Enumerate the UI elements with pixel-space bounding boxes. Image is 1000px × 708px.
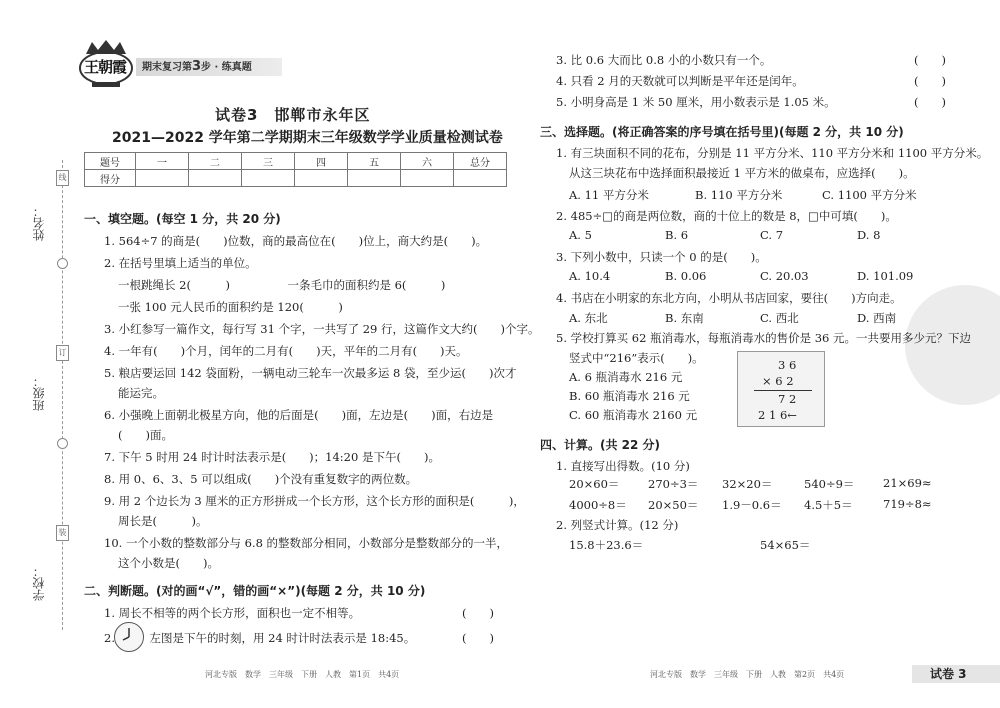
question-text: 5. 粮店要运回 142 袋面粉，一辆电动三轮车一次最多运 8 袋，至少运( )次才 [104,366,517,380]
binding-mark: 线 [56,170,69,186]
calc-line: × 6 2 [762,374,794,388]
score-row-label: 得分 [85,170,136,187]
section-fill-blank-title: 一、填空题。(每空 1 分，共 20 分) [84,212,281,226]
calc-item[interactable]: 15.8＋23.6＝ [569,538,644,552]
question-text: 3. 比 0.6 大而比 0.8 小的小数只有一个。 [556,53,772,67]
brand-name: 王朝霞 [84,58,127,76]
score-cell[interactable] [189,170,242,187]
question-text: 5. 小明身高是 1 米 50 厘米，用小数表示是 1.05 米。 [556,95,836,109]
choice-option[interactable]: C. 7 [760,228,784,242]
score-header-cell: 三 [242,153,295,170]
choice-option[interactable]: A. 6 瓶消毒水 216 元 [569,370,683,384]
calc-item[interactable]: 20×50＝ [648,498,699,512]
question-text: 3. 小红参写一篇作文，每行写 31 个字，一共写了 29 行，这篇作文大约( )个字。 [104,322,540,336]
question-text: 周长是( )。 [118,514,208,528]
choice-option[interactable]: D. 8 [857,228,881,242]
score-cell[interactable] [242,170,295,187]
section-calculation-title: 四、计算。(共 22 分) [540,438,661,452]
calc-line: 3 6 [778,358,797,372]
score-cell[interactable] [401,170,454,187]
question-text: 2. 在括号里填上适当的单位。 [104,256,257,270]
question-text: 1. 564÷7 的商是( )位数，商的最高位在( )位上，商大约是( )。 [104,234,488,248]
question-text: 能运完。 [118,386,164,400]
question-text: 从这三块花布中选择面积最接近 1 平方米的做桌布，应选择( )。 [569,166,915,180]
name-field-label: 姓名： [32,205,46,241]
choice-option[interactable]: C. 1100 平方分米 [822,188,917,202]
question-text: 3. 下列小数中，只读一个 0 的是( )。 [556,250,767,264]
class-field-label: 班级： [32,375,46,411]
question-text: 这个小数是( )。 [118,556,219,570]
vertical-calculation-figure [737,351,825,427]
page-tag: 试卷 3 [912,665,1000,683]
question-text: 6. 小强晚上面朝北极星方向，他的后面是( )面，左边是( )面，右边是 [104,408,494,422]
calc-item[interactable]: 21×69≈ [883,476,932,490]
calc-item[interactable]: 20×60＝ [569,477,620,491]
question-text: 4. 一年有( )个月，闰年的二月有( )天，平年的二月有( )天。 [104,344,468,358]
score-header-cell: 五 [348,153,401,170]
question-text: 竖式中“216”表示( )。 [569,351,704,365]
choice-option[interactable]: C. 60 瓶消毒水 2160 元 [569,408,698,422]
score-header-cell: 二 [189,153,242,170]
calc-item[interactable]: 4.5＋5＝ [804,498,853,512]
score-header-cell: 一 [136,153,189,170]
calc-item[interactable]: 1.9－0.6＝ [722,498,782,512]
section-true-false-title: 二、判断题。(对的画“√”，错的画“×”)(每题 2 分，共 10 分) [84,584,426,598]
question-text: 2. 列竖式计算。(12 分) [556,518,679,532]
choice-option[interactable]: C. 20.03 [760,269,809,283]
question-text: 1. 直接写出得数。(10 分) [556,459,690,473]
page-footer-left: 河北专版 数学 三年级 下册 人教 第1页 共4页 [205,670,400,679]
score-cell[interactable] [348,170,401,187]
calc-item[interactable]: 4000÷8＝ [569,498,627,512]
choice-option[interactable]: A. 11 平方分米 [569,188,649,202]
question-text: 7. 下午 5 时用 24 时计时法表示是( )；14:20 是下午( )。 [104,450,440,464]
calc-item[interactable]: 270÷3＝ [648,477,699,491]
choice-option[interactable]: A. 东北 [569,311,608,325]
question-text: 1. 有三块面积不同的花布，分别是 11 平方分米、110 平方分米和 1100 平方分米。 [556,146,989,160]
calc-line: 2 1 6← [758,408,797,422]
choice-option[interactable]: A. 10.4 [569,269,611,283]
score-header-cell: 四 [295,153,348,170]
paper-subtitle: 2021—2022 学年第二学期期末三年级数学学业质量检测试卷 [112,130,503,146]
choice-option[interactable]: D. 西南 [857,311,897,325]
score-cell[interactable] [136,170,189,187]
binding-mark: 装 [56,525,69,541]
answer-paren[interactable]: ( ) [914,53,946,67]
answer-paren[interactable]: ( ) [462,631,494,645]
choice-option[interactable]: D. 101.09 [857,269,914,283]
answer-paren[interactable]: ( ) [914,74,946,88]
answer-paren[interactable]: ( ) [914,95,946,109]
score-header-cell: 总分 [454,153,507,170]
choice-option[interactable]: B. 东南 [665,311,704,325]
calc-item[interactable]: 54×65＝ [760,538,811,552]
paper-title: 试卷3 邯郸市永年区 [215,106,371,124]
binding-line [62,160,63,630]
calc-item[interactable]: 719÷8≈ [883,497,932,511]
score-header-cell: 六 [401,153,454,170]
choice-option[interactable]: B. 110 平方分米 [695,188,783,202]
choice-option[interactable]: A. 5 [569,228,592,242]
calc-rule [754,390,812,391]
calc-item[interactable]: 32×20＝ [722,477,773,491]
question-text: 10. 一个小数的整数部分与 6.8 的整数部分相同，小数部分是整数部分的一半， [104,536,509,550]
calc-item[interactable]: 540÷9＝ [804,477,855,491]
choice-option[interactable]: C. 西北 [760,311,799,325]
question-text: ( )面。 [118,428,173,442]
choice-option[interactable]: B. 60 瓶消毒水 216 元 [569,389,690,403]
answer-paren[interactable]: ( ) [462,606,494,620]
score-cell[interactable] [295,170,348,187]
question-text: 一根跳绳长 2( ) 一条毛巾的面积约是 6( ) [118,278,446,292]
question-text: 1. 周长不相等的两个长方形，面积也一定不相等。 [104,606,361,620]
score-table [84,152,507,187]
choice-option[interactable]: B. 0.06 [665,269,707,283]
binding-mark: 订 [56,345,69,361]
question-text: 一张 100 元人民币的面积约是 120( ) [118,300,343,314]
score-cell[interactable] [454,170,507,187]
section-choice-title: 三、选择题。(将正确答案的序号填在括号里)(每题 2 分，共 10 分) [540,125,904,139]
calc-line: 7 2 [778,392,797,406]
score-header-cell: 题号 [85,153,136,170]
question-text: 9. 用 2 个边长为 3 厘米的正方形拼成一个长方形，这个长方形的面积是( )， [104,494,525,508]
binding-hole [57,438,68,449]
question-text: 5. 学校打算买 62 瓶消毒水，每瓶消毒水的售价是 36 元。一共要用多少元？下边 [556,331,972,345]
school-field-label: 学校： [32,565,46,601]
binding-hole [57,258,68,269]
review-step-tag: 期末复习第3步 · 练真题 [136,58,282,76]
page-footer-right: 河北专版 数学 三年级 下册 人教 第2页 共4页 [650,670,845,679]
question-text: 2. 左图是下午的时刻，用 24 时计时法表示是 18:45。 [104,631,416,645]
question-text: 8. 用 0、6、3、5 可以组成( )个没有重复数字的两位数。 [104,472,418,486]
question-text: 2. 485÷□的商是两位数，商的十位上的数是 8，□中可填( )。 [556,209,897,223]
choice-option[interactable]: B. 6 [665,228,689,242]
question-text: 4. 书店在小明家的东北方向，小明从书店回家，要往( )方向走。 [556,291,902,305]
question-text: 4. 只看 2 月的天数就可以判断是平年还是闰年。 [556,74,804,88]
